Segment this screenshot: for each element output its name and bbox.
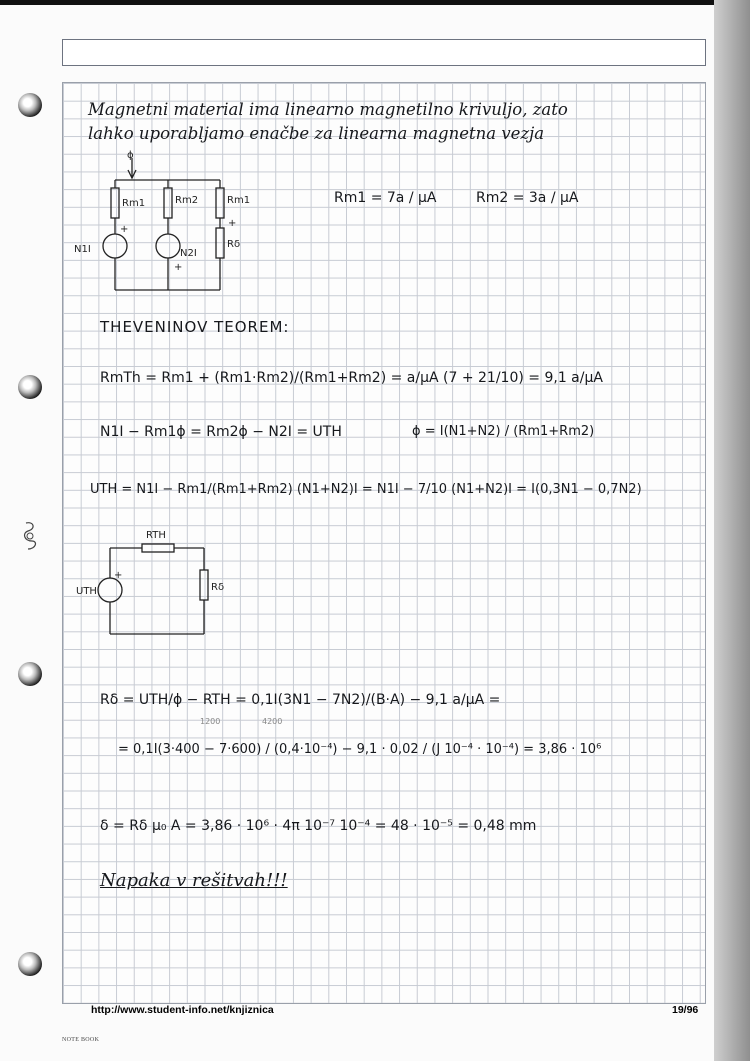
binder-hole bbox=[18, 375, 42, 399]
magnetic-circuit-diagram bbox=[70, 148, 270, 298]
svg-text:ϕ: ϕ bbox=[127, 150, 134, 161]
resistor-rth bbox=[142, 544, 174, 552]
intro-line-1: Magnetni material ima linearno magnetilno krivuljo, zato bbox=[88, 100, 568, 119]
label-rdelta: Rδ bbox=[227, 239, 241, 250]
def-rm1: Rm1 = 7a / μA bbox=[334, 190, 437, 206]
label-rth: RTH bbox=[146, 530, 166, 541]
error-note: Napaka v rešitvah!!! bbox=[100, 870, 288, 891]
resistor-rdelta bbox=[216, 228, 224, 258]
label-n2: N2I bbox=[180, 248, 197, 259]
margin-doodle bbox=[20, 519, 40, 553]
resistor-rm1-right bbox=[216, 188, 224, 218]
notebook-brand: NOTE BOOK bbox=[62, 1037, 100, 1043]
binder-hole bbox=[18, 93, 42, 117]
thevenin-equivalent-diagram bbox=[70, 526, 230, 641]
scan-edge-right bbox=[714, 0, 750, 1061]
binder-hole bbox=[18, 952, 42, 976]
header-box bbox=[62, 39, 706, 66]
thevenin-heading: THEVENINOV TEOREM: bbox=[100, 318, 290, 336]
gap-equation: δ = Rδ μ₀ A = 3,86 · 10⁶ · 4π 10⁻⁷ 10⁻⁴ = 48 · 10⁻⁵ = 0,48 mm bbox=[100, 818, 537, 834]
svg-text:+: + bbox=[174, 262, 183, 273]
loop-equation: N1I − Rm1ϕ = Rm2ϕ − N2I = UTH bbox=[100, 424, 342, 440]
page-number: 19/96 bbox=[672, 1004, 699, 1016]
source-n2 bbox=[156, 234, 180, 258]
resistor-rdelta-2 bbox=[200, 570, 208, 600]
uth-equation: UTH = N1I − Rm1/(Rm1+Rm2) (N1+N2)I = N1I − 7/10 (N1+N2)I = I(0,3N1 − 0,7N2) bbox=[90, 482, 642, 497]
def-rm2: Rm2 = 3a / μA bbox=[476, 190, 579, 206]
intro-line-2: lahko uporabljamo enačbe za linearna magnetna vezja bbox=[88, 124, 545, 143]
rmth-equation: RmTh = Rm1 + (Rm1·Rm2)/(Rm1+Rm2) = a/μA (7 + 21/10) = 9,1 a/μA bbox=[100, 370, 603, 386]
label-rm2: Rm2 bbox=[175, 195, 199, 206]
label-uth: UTH bbox=[76, 586, 97, 597]
svg-text:+: + bbox=[120, 224, 129, 235]
resistor-rm2 bbox=[164, 188, 172, 218]
label-rdelta-2: Rδ bbox=[211, 582, 225, 593]
resistor-rm1-left bbox=[111, 188, 119, 218]
svg-text:+: + bbox=[228, 218, 237, 229]
label-rm1-right: Rm1 bbox=[227, 195, 251, 206]
label-n1: N1I bbox=[74, 244, 91, 255]
rdelta-equation-1: Rδ = UTH/ϕ − RTH = 0,1I(3N1 − 7N2)/(B·A) − 9,1 a/μA = bbox=[100, 692, 501, 708]
footer-url: http://www.student-info.net/knjiznica bbox=[91, 1004, 274, 1016]
rdelta-equation-2: = 0,1I(3·400 − 7·600) / (0,4·10⁻⁴) − 9,1 · 0,02 / (J 10⁻⁴ · 10⁻⁴) = 3,86 · 10⁶ bbox=[118, 742, 602, 757]
label-rm1: Rm1 bbox=[122, 198, 146, 209]
source-uth bbox=[98, 578, 122, 602]
phi-equation: ϕ = I(N1+N2) / (Rm1+Rm2) bbox=[412, 424, 595, 439]
source-n1 bbox=[103, 234, 127, 258]
note-1200: 1200 bbox=[200, 717, 221, 726]
svg-text:+: + bbox=[114, 570, 123, 581]
binder-hole bbox=[18, 662, 42, 686]
note-4200: 4200 bbox=[262, 717, 283, 726]
